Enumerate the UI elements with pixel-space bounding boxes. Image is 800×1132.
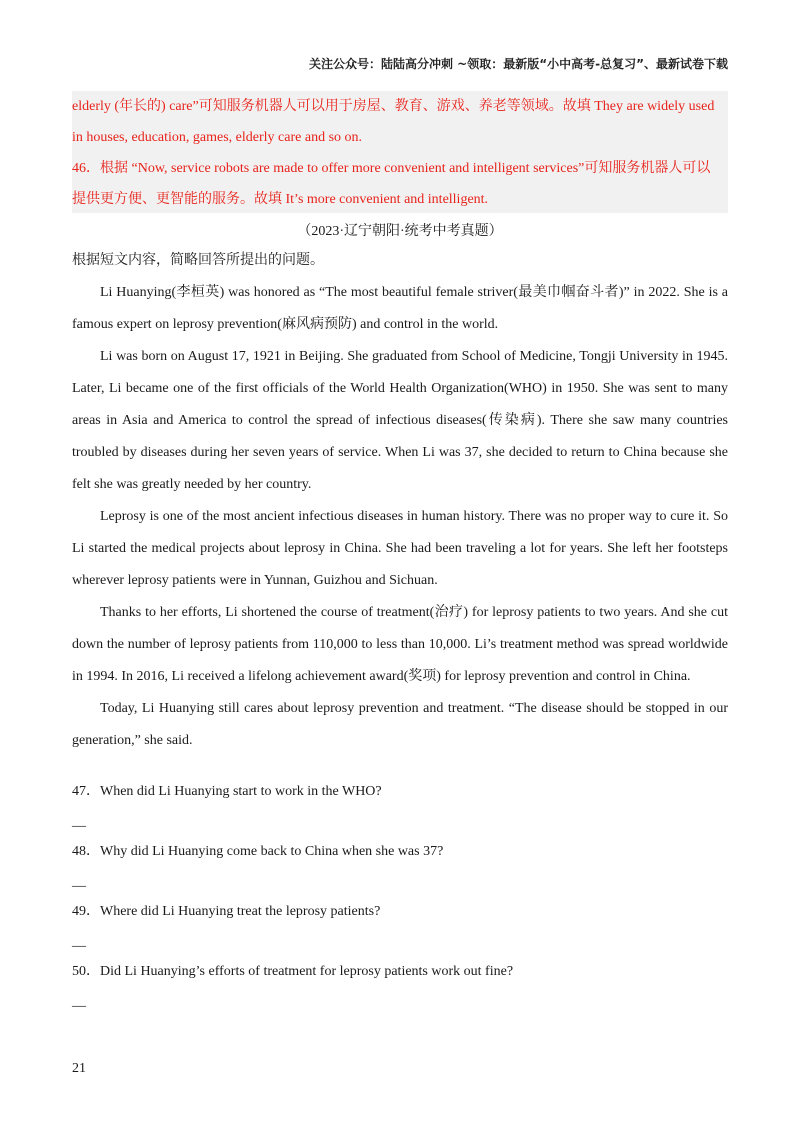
- answer-blank-48[interactable]: __: [72, 874, 86, 889]
- answer-line: elderly (年长的) care”可知服务机器人可以用于房屋、教育、游戏、养老等领域。故填 They are widely used: [72, 99, 715, 114]
- page-number: 21: [72, 1061, 86, 1076]
- answer-explanation-box: [72, 91, 728, 213]
- instruction: 根据短文内容，简略回答所提出的问题。: [72, 253, 324, 268]
- answer-line: 提供更方便、更智能的服务。故填 It’s more convenient and intelligent.: [72, 192, 489, 207]
- answer-line: in houses, education, games, elderly care and so on.: [72, 130, 363, 145]
- answer-blank-47[interactable]: __: [72, 814, 86, 829]
- question-list: [72, 777, 728, 1017]
- passage-paragraph: Thanks to her efforts, Li shortened the course of treatment(治疗) for leprosy patients to two years. And she cut down the number of leprosy patients from 110,000 to less than 10,000. Li’s treatment method was spread worldwide in 1994. In 2016, Li received a lifelong achievement award(奖项) for leprosy prevention and control in China.: [72, 605, 728, 684]
- answer-blank-49[interactable]: __: [72, 934, 86, 949]
- question-49: 49．Where did Li Huanying treat the leprosy patients?: [72, 904, 381, 919]
- page-header: 关注公众号：陆陆高分冲刺 ~领取：最新版“小中高考-总复习”、最新试卷下载: [309, 57, 728, 71]
- question-source: （2023·辽宁朝阳·统考中考真题）: [297, 224, 503, 239]
- question-50: 50．Did Li Huanying’s efforts of treatment for leprosy patients work out fine?: [72, 964, 514, 979]
- question-48: 48．Why did Li Huanying come back to China when she was 37?: [72, 844, 444, 859]
- passage-paragraph: Today, Li Huanying still cares about leprosy prevention and treatment. “The disease should be stopped in our generation,” she said.: [72, 701, 728, 748]
- passage-paragraph: Li was born on August 17, 1921 in Beijing. She graduated from School of Medicine, Tongji University in 1945. Later, Li became one of the first officials of the World Health Organization(WHO) in 1950. She was sent to many areas in Asia and America to control the spread of infectious diseases(传染病). There she saw many countries troubled by diseases during her seven years of service. When Li was 37, she decided to return to China because she felt she was greatly needed by her country.: [72, 349, 728, 492]
- passage-paragraph: Li Huanying(李桓英) was honored as “The most beautiful female striver(最美巾帼奋斗者)” in 2022. She is a famous expert on leprosy prevention(麻风病预防) and control in the world.: [72, 285, 728, 332]
- answer-blank-50[interactable]: __: [72, 994, 86, 1009]
- answer-line: 46．根据 “Now, service robots are made to offer more convenient and intelligent services”可知服务机器人可以: [72, 161, 711, 176]
- passage-paragraph: Leprosy is one of the most ancient infectious diseases in human history. There was no proper way to cure it. So Li started the medical projects about leprosy in China. She had been traveling a lot for years. She left her footsteps wherever leprosy patients were in Yunnan, Guizhou and Sichuan.: [72, 509, 728, 588]
- question-47: 47．When did Li Huanying start to work in the WHO?: [72, 784, 382, 799]
- reading-passage: [72, 245, 728, 757]
